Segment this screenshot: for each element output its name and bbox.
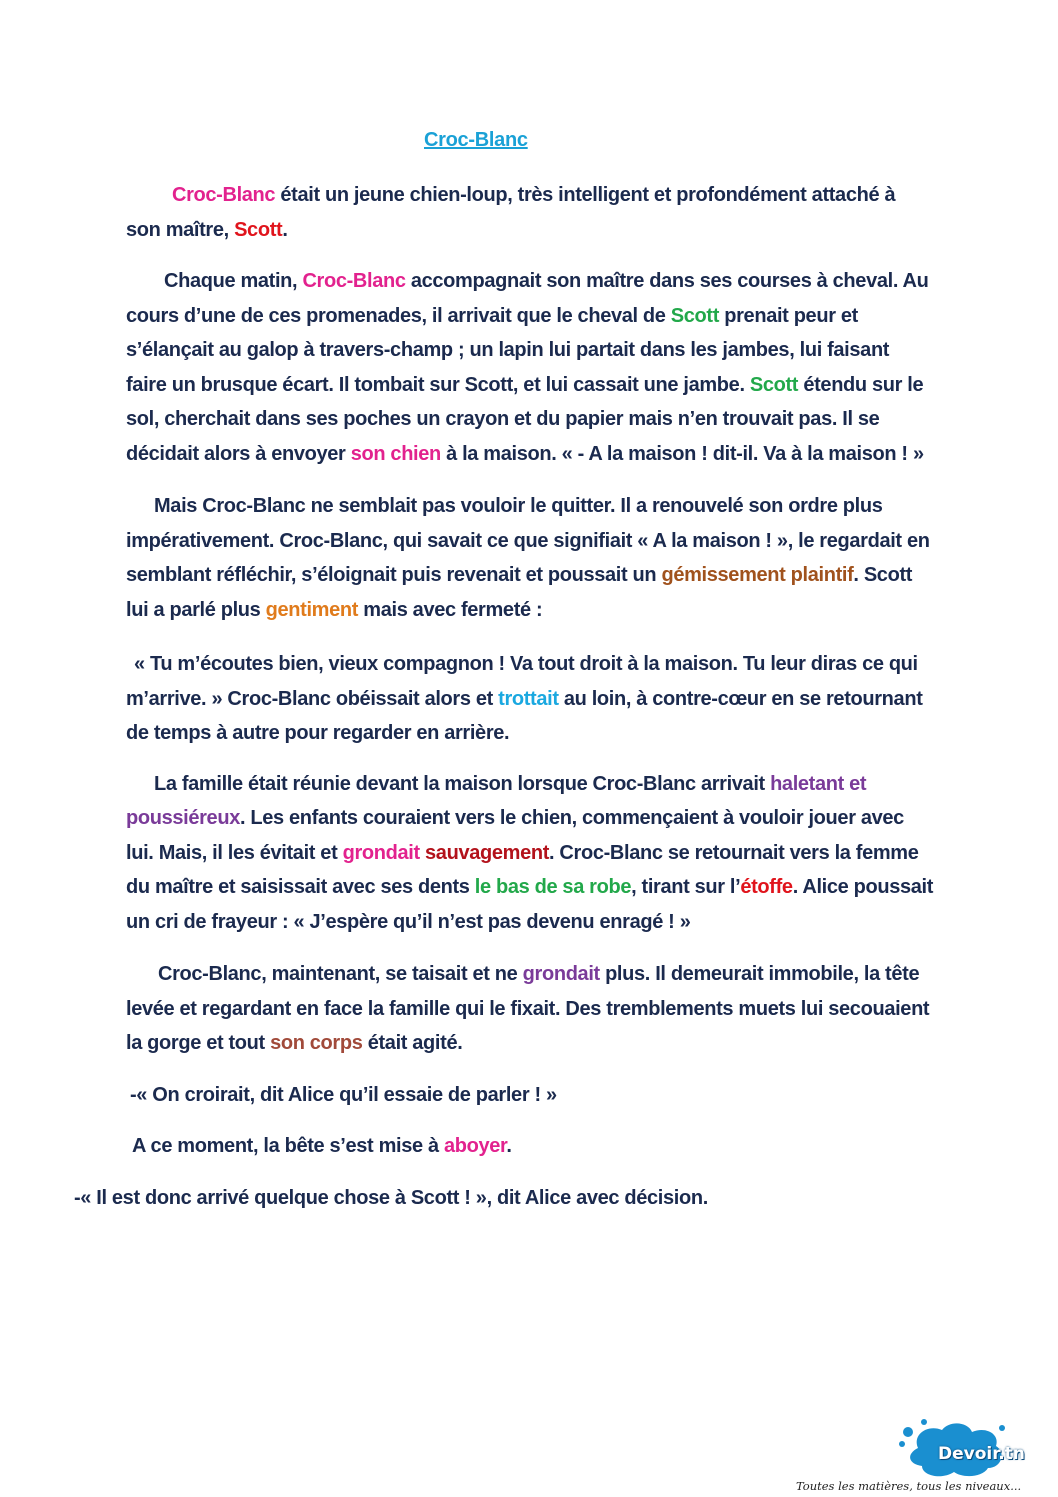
paragraph: [126, 489, 934, 627]
paragraph: [126, 1129, 934, 1164]
highlighted-text: gentiment: [265, 598, 359, 621]
highlighted-text: le bas de sa robe: [474, 876, 632, 898]
paragraph: [126, 767, 934, 940]
text-run: . Scott lui a parlé plus: [126, 564, 913, 621]
text-run: prenait peur et s’élançait au galop à travers-champ ; un lapin lui partait dans les jambes, lui faisant faire un brusque écart. Il tombait sur Scott, et lui cassait une jambe.: [126, 304, 890, 396]
text-run: à la maison. « - A la maison ! dit-il. Va à la maison ! »: [440, 442, 924, 465]
text-run: était agité.: [362, 1032, 463, 1054]
text-run: .: [506, 1135, 512, 1157]
text-run: . Alice poussait un cri de frayeur : « J’espère qu’il n’est pas devenu enragé ! »: [126, 876, 934, 933]
text-run: mais avec fermeté :: [358, 598, 543, 621]
text-run: Croc-Blanc, maintenant, se taisait et ne: [158, 963, 523, 985]
paragraph: [126, 647, 934, 751]
paragraph: [74, 1181, 934, 1216]
devoir-logo: [790, 1418, 1058, 1497]
paragraph: [126, 957, 934, 1061]
highlighted-text: étoffe: [740, 876, 793, 898]
paragraph: [126, 1078, 934, 1113]
text-run: Chaque matin,: [164, 270, 303, 292]
text-run: plus. Il demeurait immobile, la tête levée et regardant en face la famille qui le fixait. Des tremblements muets lui secouaient la gorge et tout: [126, 963, 930, 1054]
text-run: , tirant sur l’: [631, 876, 741, 898]
text-run: A ce moment, la bête s’est mise à: [132, 1135, 444, 1157]
text-run: accompagnait son maître dans ses courses à cheval. Au cours d’une de ces promenades, il arrivait que le cheval de: [126, 270, 929, 327]
highlighted-text: son chien: [350, 442, 441, 465]
highlighted-text: aboyer: [443, 1135, 507, 1157]
highlighted-text: grondait: [522, 963, 600, 985]
text-run: -« On croirait, dit Alice qu’il essaie de parler ! »: [130, 1083, 557, 1106]
highlighted-text: son corps: [270, 1032, 363, 1054]
highlighted-text: Croc-Blanc: [302, 270, 406, 292]
highlighted-text: Croc-Blanc: [172, 184, 276, 206]
document-body: [74, 178, 934, 1215]
highlighted-text: trottait: [498, 687, 559, 710]
text-run: . Les enfants couraient vers le chien, commençaient à vouloir jouer avec lui. Mais, il les évitait et: [126, 807, 904, 864]
highlighted-text: haletant et poussiéreux: [126, 772, 867, 829]
text-run: étendu sur le sol, cherchait dans ses poches un crayon et du papier mais n’en trouvait pas. Il se décidait alors à envoyer: [126, 373, 924, 465]
paragraph: [126, 264, 934, 471]
text-run: La famille était réunie devant la maison lorsque Croc-Blanc arrivait: [154, 772, 771, 795]
text-run: .: [282, 218, 288, 241]
highlighted-text: sauvagement: [425, 841, 550, 864]
highlighted-text: Scott: [670, 304, 720, 327]
highlighted-text: Scott: [749, 373, 799, 396]
text-run: -« Il est donc arrivé quelque chose à Scott ! », dit Alice avec décision.: [74, 1186, 708, 1209]
text-run: était un jeune chien-loup, très intelligent et profondément attaché à son maître,: [126, 184, 896, 241]
highlighted-text: gémissement plaintif: [661, 564, 854, 586]
text-run: « Tu m’écoutes bien, vieux compagnon ! Va tout droit à la maison. Tu leur diras ce qui m’arrive. » Croc-Blanc obéissait alors et: [126, 653, 918, 710]
paragraph: [126, 178, 934, 247]
highlighted-text: grondait: [342, 841, 420, 864]
text-run: Mais Croc-Blanc ne semblait pas vouloir le quitter. Il a renouvelé son ordre plus impérativement. Croc-Blanc, qui savait ce que signifiait « A la maison ! », le regardait en semblant réfléchir, s’éloignait puis revenait et poussait un: [126, 495, 930, 586]
logo-wordmark: Devoir.tn: [938, 1444, 1025, 1464]
logo-slogan: Toutes les matières, tous les niveaux...: [796, 1479, 1022, 1493]
text-run: . Croc-Blanc se retournait vers la femme du maître et saisissait avec ses dents: [126, 841, 919, 898]
highlighted-text: Scott: [234, 218, 283, 241]
document-title: Croc-Blanc: [424, 129, 528, 151]
text-run: au loin, à contre-cœur en se retournant de temps à autre pour regarder en arrière.: [126, 687, 923, 744]
